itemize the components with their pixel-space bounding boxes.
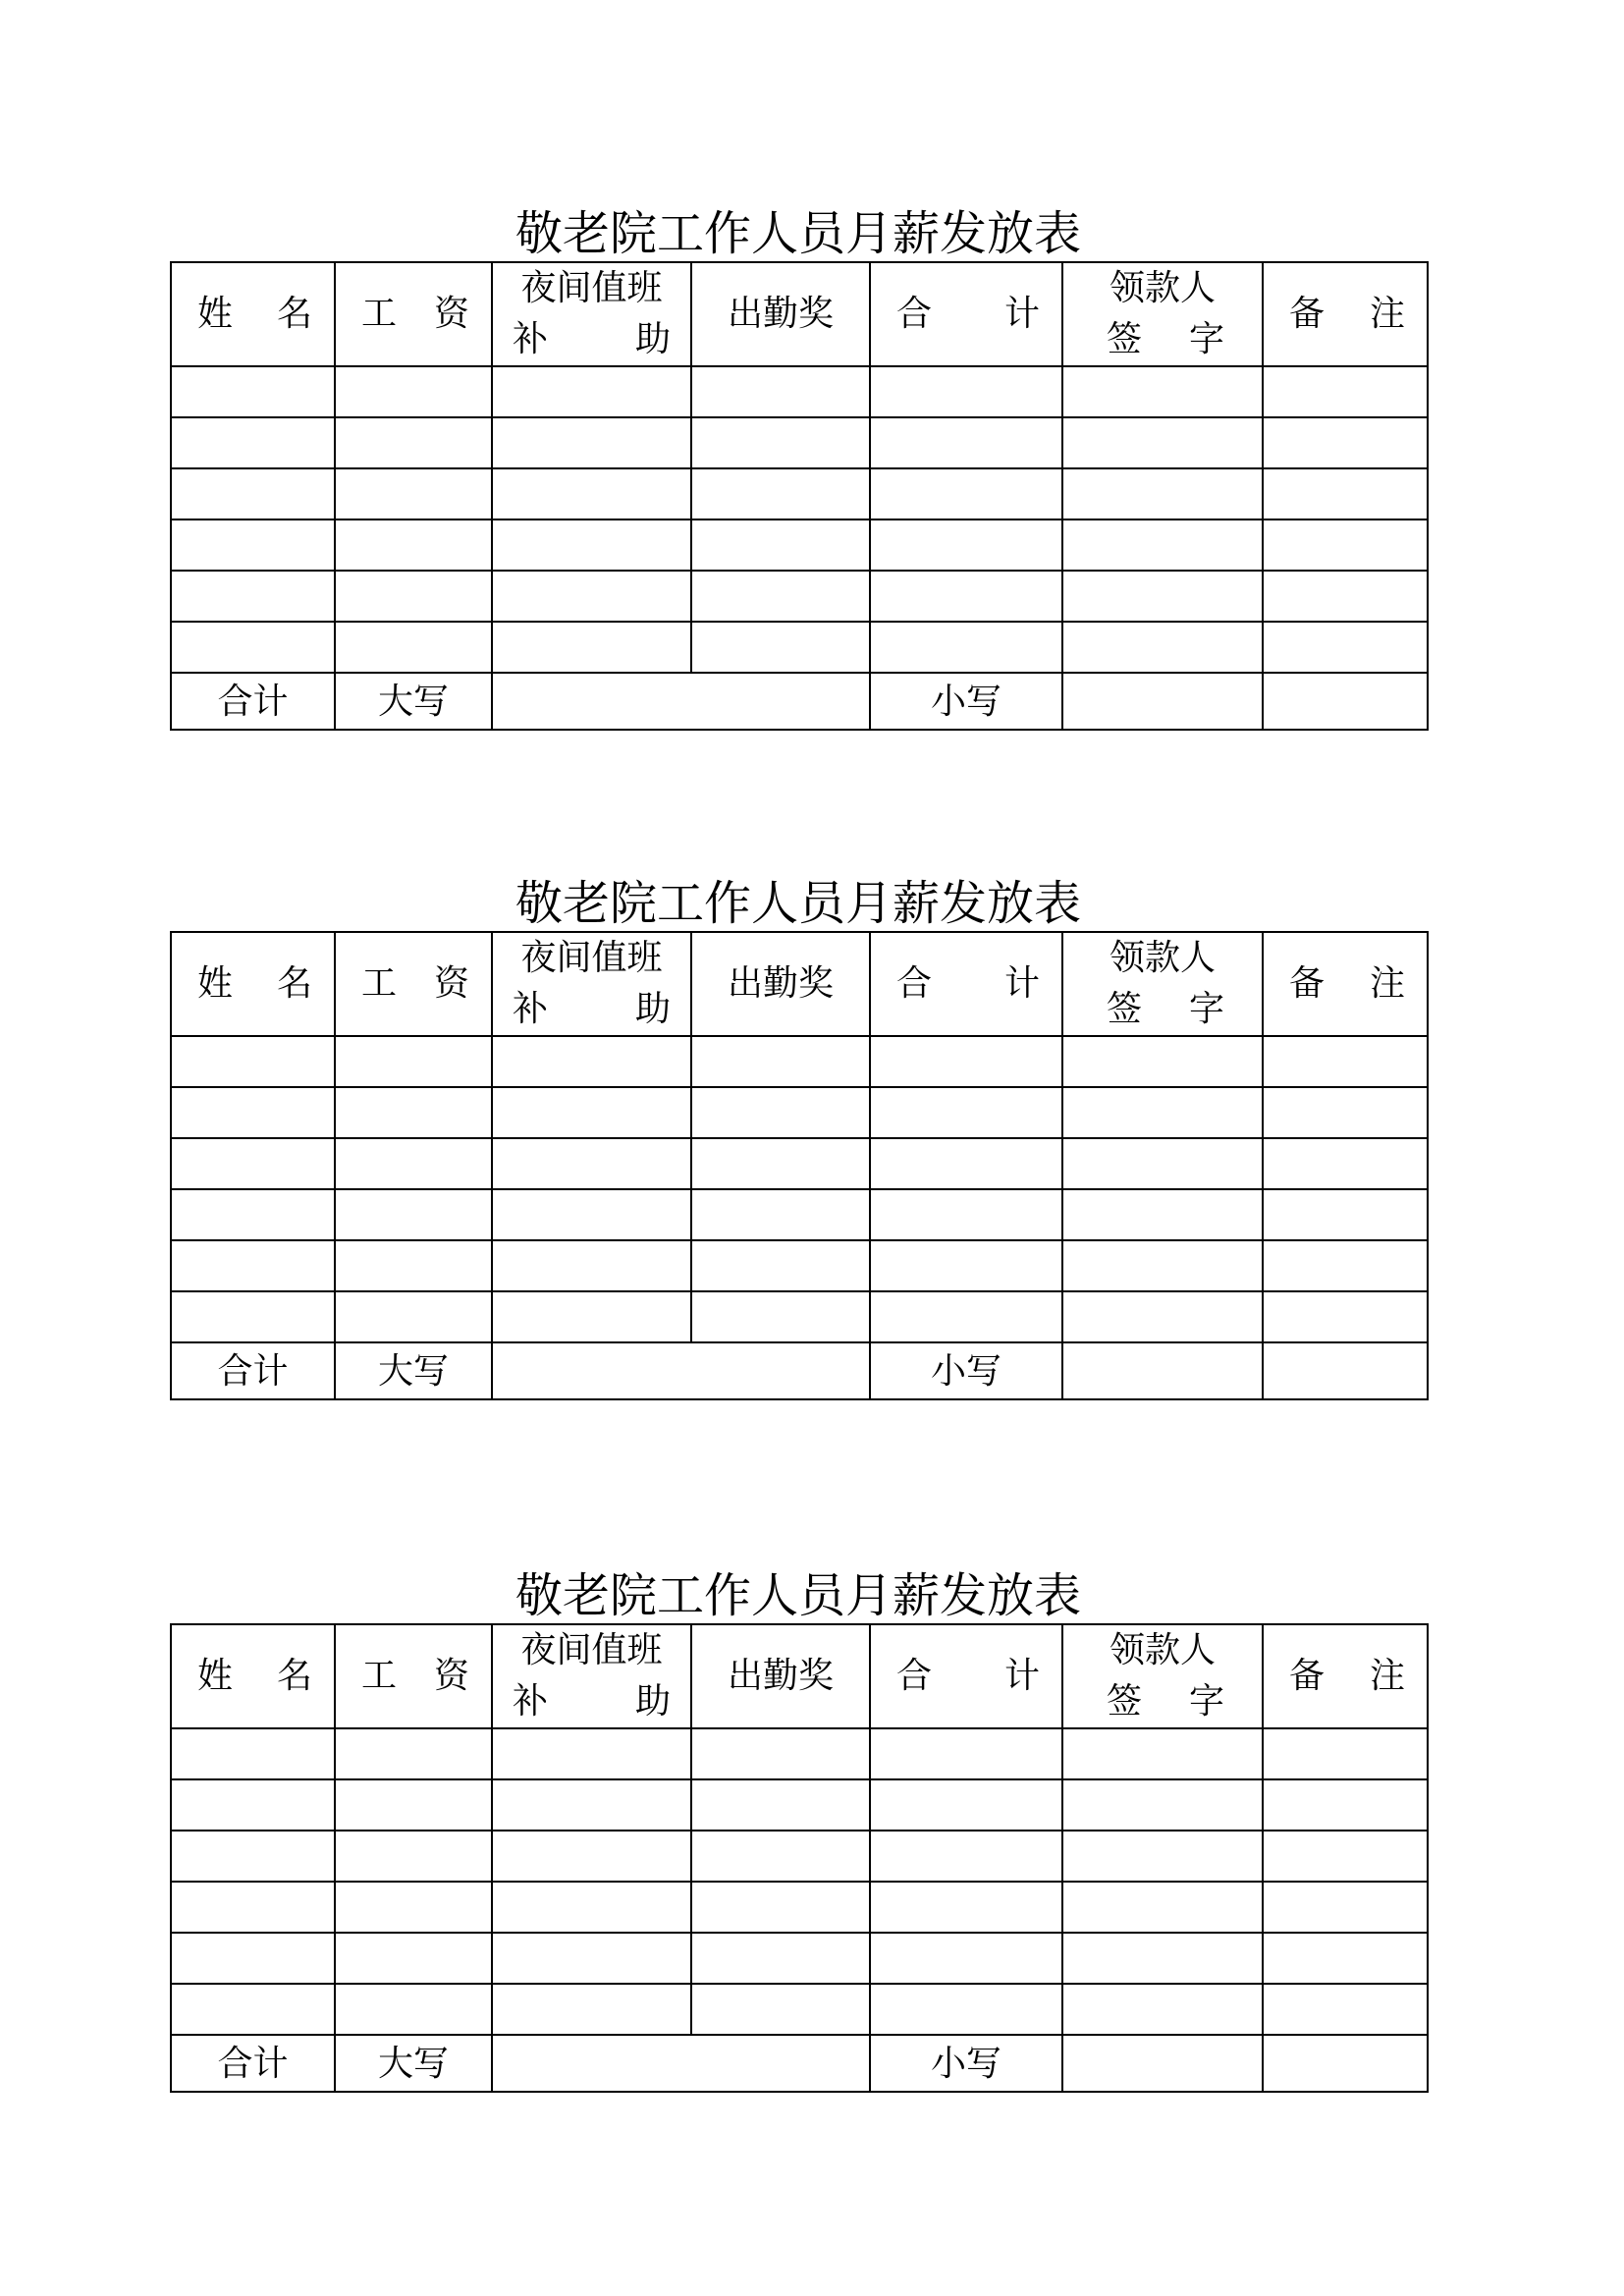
cell[interactable]	[171, 1728, 335, 1779]
cell[interactable]	[492, 1984, 691, 2035]
totals-row	[171, 1342, 1428, 1399]
cell[interactable]	[335, 366, 492, 417]
cell[interactable]	[1263, 1291, 1428, 1342]
cell[interactable]	[492, 1831, 691, 1882]
header-night-allowance: 夜间值班 补 助	[492, 1624, 691, 1728]
table-row	[171, 519, 1428, 571]
cell[interactable]	[1263, 1138, 1428, 1189]
table-row	[171, 468, 1428, 519]
header-attendance: 出勤奖	[691, 262, 870, 366]
cell[interactable]	[1062, 1984, 1263, 2035]
cell[interactable]	[691, 417, 870, 468]
cell[interactable]	[1062, 1728, 1263, 1779]
uppercase-amount-field[interactable]	[492, 2035, 870, 2092]
cell[interactable]	[171, 1291, 335, 1342]
cell[interactable]	[492, 519, 691, 571]
cell[interactable]	[691, 366, 870, 417]
header-row	[171, 1624, 1428, 1728]
cell[interactable]	[1263, 1728, 1428, 1779]
cell[interactable]	[691, 1831, 870, 1882]
cell[interactable]	[335, 1087, 492, 1138]
lowercase-amount-field[interactable]	[1062, 1342, 1263, 1399]
cell[interactable]	[492, 622, 691, 673]
cell[interactable]	[171, 468, 335, 519]
cell[interactable]	[1062, 468, 1263, 519]
cell[interactable]	[1263, 1831, 1428, 1882]
cell[interactable]	[1263, 519, 1428, 571]
cell[interactable]	[171, 417, 335, 468]
table-row	[171, 1291, 1428, 1342]
totals-label: 合计	[171, 1342, 335, 1399]
uppercase-label: 大写	[335, 1342, 492, 1399]
cell[interactable]	[870, 417, 1062, 468]
cell[interactable]	[1062, 1240, 1263, 1291]
cell[interactable]	[870, 622, 1062, 673]
cell[interactable]	[492, 1882, 691, 1933]
cell[interactable]	[171, 1831, 335, 1882]
cell[interactable]	[1263, 1984, 1428, 2035]
cell[interactable]	[691, 1189, 870, 1240]
cell[interactable]	[171, 1138, 335, 1189]
cell[interactable]	[171, 366, 335, 417]
cell[interactable]	[492, 1728, 691, 1779]
lowercase-label: 小写	[870, 673, 1062, 730]
cell[interactable]	[870, 519, 1062, 571]
cell[interactable]	[691, 1933, 870, 1984]
cell[interactable]	[335, 468, 492, 519]
cell[interactable]	[335, 1240, 492, 1291]
header-total: 合 计	[870, 932, 1062, 1036]
cell[interactable]	[1062, 1036, 1263, 1087]
cell[interactable]	[171, 622, 335, 673]
lowercase-label: 小写	[870, 2035, 1062, 2092]
cell[interactable]	[870, 571, 1062, 622]
cell[interactable]	[335, 1138, 492, 1189]
cell[interactable]	[1062, 1291, 1263, 1342]
cell[interactable]	[691, 468, 870, 519]
cell[interactable]	[1062, 1138, 1263, 1189]
header-name: 姓 名	[171, 932, 335, 1036]
header-salary: 工 资	[335, 932, 492, 1036]
cell[interactable]	[1062, 1831, 1263, 1882]
cell[interactable]	[1263, 1933, 1428, 1984]
uppercase-label: 大写	[335, 673, 492, 730]
cell[interactable]	[171, 1882, 335, 1933]
table-row	[171, 571, 1428, 622]
cell[interactable]	[171, 1189, 335, 1240]
cell[interactable]	[492, 1087, 691, 1138]
table-row	[171, 622, 1428, 673]
cell[interactable]	[1062, 571, 1263, 622]
cell[interactable]	[870, 468, 1062, 519]
uppercase-amount-field[interactable]	[492, 1342, 870, 1399]
cell[interactable]	[335, 1984, 492, 2035]
table-row	[171, 1933, 1428, 1984]
header-remarks: 备 注	[1263, 1624, 1428, 1728]
cell[interactable]	[870, 1291, 1062, 1342]
totals-row	[171, 673, 1428, 730]
cell[interactable]	[335, 1291, 492, 1342]
payroll-table	[170, 931, 1429, 1400]
table-row	[171, 1189, 1428, 1240]
header-name: 姓 名	[171, 262, 335, 366]
cell[interactable]	[870, 1138, 1062, 1189]
cell[interactable]	[691, 519, 870, 571]
totals-remarks-field[interactable]	[1263, 673, 1428, 730]
cell[interactable]	[870, 1728, 1062, 1779]
cell[interactable]	[870, 1240, 1062, 1291]
table-row	[171, 366, 1428, 417]
cell[interactable]	[335, 1882, 492, 1933]
cell[interactable]	[171, 1933, 335, 1984]
cell[interactable]	[492, 1036, 691, 1087]
cell[interactable]	[691, 1882, 870, 1933]
header-recipient-signature: 领款人 签 字	[1062, 1624, 1263, 1728]
table-row	[171, 1831, 1428, 1882]
header-salary: 工 资	[335, 262, 492, 366]
cell[interactable]	[335, 1779, 492, 1831]
cell[interactable]	[1062, 1189, 1263, 1240]
cell[interactable]	[870, 1779, 1062, 1831]
totals-label: 合计	[171, 673, 335, 730]
cell[interactable]	[1263, 1036, 1428, 1087]
table-row	[171, 1240, 1428, 1291]
lowercase-amount-field[interactable]	[1062, 2035, 1263, 2092]
header-row	[171, 262, 1428, 366]
header-recipient-signature: 领款人 签 字	[1062, 262, 1263, 366]
cell[interactable]	[1062, 1087, 1263, 1138]
cell[interactable]	[171, 1240, 335, 1291]
table-row	[171, 417, 1428, 468]
cell[interactable]	[1062, 1933, 1263, 1984]
header-row	[171, 932, 1428, 1036]
cell[interactable]	[335, 1933, 492, 1984]
cell[interactable]	[1062, 1882, 1263, 1933]
header-recipient-signature: 领款人 签 字	[1062, 932, 1263, 1036]
cell[interactable]	[1263, 1240, 1428, 1291]
cell[interactable]	[492, 366, 691, 417]
table-row	[171, 1036, 1428, 1087]
header-salary: 工 资	[335, 1624, 492, 1728]
table-row	[171, 1779, 1428, 1831]
cell[interactable]	[171, 1779, 335, 1831]
cell[interactable]	[870, 1984, 1062, 2035]
header-attendance: 出勤奖	[691, 932, 870, 1036]
cell[interactable]	[335, 519, 492, 571]
cell[interactable]	[1263, 417, 1428, 468]
cell[interactable]	[1062, 622, 1263, 673]
lowercase-amount-field[interactable]	[1062, 673, 1263, 730]
cell[interactable]	[492, 417, 691, 468]
header-total: 合 计	[870, 1624, 1062, 1728]
header-total: 合 计	[870, 262, 1062, 366]
cell[interactable]	[870, 1036, 1062, 1087]
cell[interactable]	[335, 571, 492, 622]
cell[interactable]	[492, 1291, 691, 1342]
cell[interactable]	[335, 1189, 492, 1240]
table-row	[171, 1728, 1428, 1779]
payroll-table	[170, 261, 1429, 731]
cell[interactable]	[171, 519, 335, 571]
cell[interactable]	[492, 1189, 691, 1240]
totals-remarks-field[interactable]	[1263, 1342, 1428, 1399]
cell[interactable]	[492, 468, 691, 519]
cell[interactable]	[1263, 366, 1428, 417]
cell[interactable]	[691, 1036, 870, 1087]
payroll-table	[170, 1623, 1429, 2093]
cell[interactable]	[691, 1728, 870, 1779]
cell[interactable]	[335, 1036, 492, 1087]
cell[interactable]	[870, 1831, 1062, 1882]
header-attendance: 出勤奖	[691, 1624, 870, 1728]
header-remarks: 备 注	[1263, 262, 1428, 366]
cell[interactable]	[335, 417, 492, 468]
cell[interactable]	[1062, 1779, 1263, 1831]
cell[interactable]	[335, 622, 492, 673]
cell[interactable]	[870, 366, 1062, 417]
cell[interactable]	[335, 1728, 492, 1779]
cell[interactable]	[1263, 571, 1428, 622]
cell[interactable]	[171, 1984, 335, 2035]
cell[interactable]	[691, 1240, 870, 1291]
table-row	[171, 1984, 1428, 2035]
cell[interactable]	[171, 1036, 335, 1087]
lowercase-label: 小写	[870, 1342, 1062, 1399]
cell[interactable]	[691, 1779, 870, 1831]
cell[interactable]	[870, 1189, 1062, 1240]
cell[interactable]	[1263, 1779, 1428, 1831]
cell[interactable]	[1263, 1189, 1428, 1240]
cell[interactable]	[1062, 519, 1263, 571]
cell[interactable]	[870, 1933, 1062, 1984]
table-row	[171, 1138, 1428, 1189]
cell[interactable]	[1263, 622, 1428, 673]
cell[interactable]	[691, 1138, 870, 1189]
cell[interactable]	[492, 1779, 691, 1831]
header-remarks: 备 注	[1263, 932, 1428, 1036]
cell[interactable]	[335, 1831, 492, 1882]
cell[interactable]	[1263, 1882, 1428, 1933]
cell[interactable]	[1062, 366, 1263, 417]
sheet-title: 敬老院工作人员月薪发放表	[514, 206, 1081, 261]
header-name: 姓 名	[171, 1624, 335, 1728]
cell[interactable]	[691, 571, 870, 622]
cell[interactable]	[492, 1240, 691, 1291]
cell[interactable]	[870, 1882, 1062, 1933]
cell[interactable]	[691, 1087, 870, 1138]
cell[interactable]	[870, 1087, 1062, 1138]
sheet-title: 敬老院工作人员月薪发放表	[514, 876, 1081, 931]
cell[interactable]	[1263, 468, 1428, 519]
cell[interactable]	[691, 1291, 870, 1342]
totals-remarks-field[interactable]	[1263, 2035, 1428, 2092]
cell[interactable]	[171, 1087, 335, 1138]
table-row	[171, 1087, 1428, 1138]
sheet-title: 敬老院工作人员月薪发放表	[514, 1568, 1081, 1623]
cell[interactable]	[492, 1933, 691, 1984]
cell[interactable]	[691, 622, 870, 673]
header-night-allowance: 夜间值班 补 助	[492, 932, 691, 1036]
cell[interactable]	[492, 571, 691, 622]
cell[interactable]	[1062, 417, 1263, 468]
cell[interactable]	[1263, 1087, 1428, 1138]
cell[interactable]	[492, 1138, 691, 1189]
totals-row	[171, 2035, 1428, 2092]
uppercase-amount-field[interactable]	[492, 673, 870, 730]
header-night-allowance: 夜间值班 补 助	[492, 262, 691, 366]
uppercase-label: 大写	[335, 2035, 492, 2092]
cell[interactable]	[171, 571, 335, 622]
table-row	[171, 1882, 1428, 1933]
cell[interactable]	[691, 1984, 870, 2035]
totals-label: 合计	[171, 2035, 335, 2092]
